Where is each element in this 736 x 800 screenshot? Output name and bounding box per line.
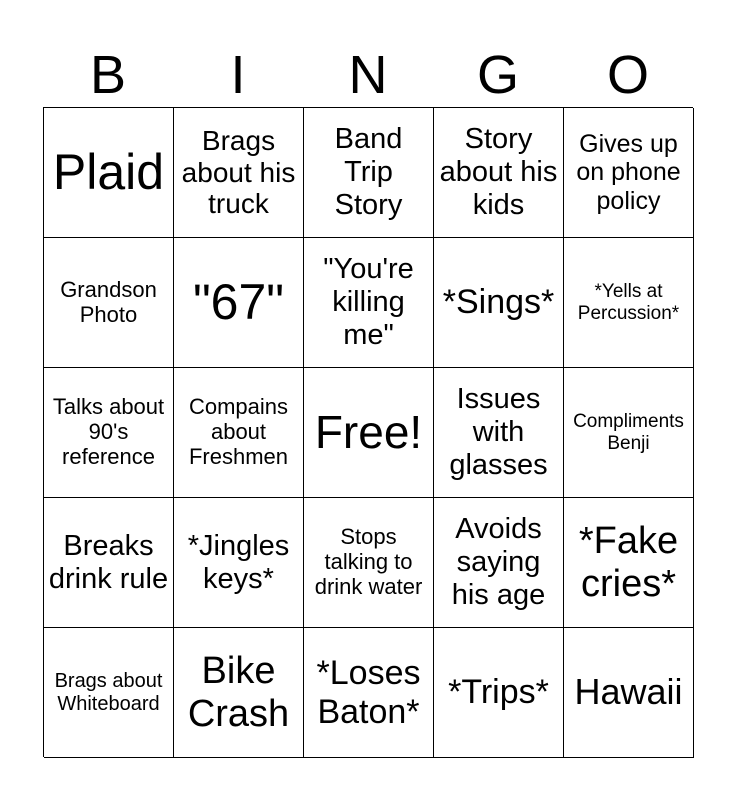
cell-text: Grandson Photo <box>60 276 157 327</box>
cell-text: Bike Crash <box>187 649 290 735</box>
cell-text: Band Trip Story <box>334 123 403 221</box>
cell-text: Talks about 90's reference <box>52 394 165 469</box>
cell-text: Gives up on phone policy <box>576 130 681 215</box>
bingo-cell[interactable] <box>44 238 174 368</box>
header-letter-o: O <box>606 45 649 105</box>
cell-text: Compliments Benji <box>573 411 684 454</box>
bingo-cell[interactable] <box>174 368 304 498</box>
bingo-cell[interactable] <box>304 498 434 628</box>
cell-text: Brags about Whiteboard <box>54 669 163 715</box>
cell-text: "67" <box>192 274 285 331</box>
bingo-cell[interactable] <box>304 628 434 758</box>
bingo-cell[interactable] <box>434 498 564 628</box>
bingo-cell[interactable] <box>174 238 304 368</box>
bingo-cell[interactable] <box>44 498 174 628</box>
cell-text: Plaid <box>52 144 165 201</box>
bingo-grid <box>43 107 693 757</box>
cell-text: Compains about Freshmen <box>188 394 289 469</box>
free-space[interactable] <box>304 368 434 498</box>
bingo-cell[interactable] <box>434 238 564 368</box>
cell-text: Hawaii <box>574 671 683 713</box>
bingo-cell[interactable] <box>564 628 694 758</box>
bingo-cell[interactable] <box>174 628 304 758</box>
cell-text: *Yells at Percussion* <box>577 281 680 324</box>
cell-text: Breaks drink rule <box>48 529 169 595</box>
cell-text: *Jingles keys* <box>187 529 290 595</box>
bingo-cell[interactable] <box>564 368 694 498</box>
bingo-cell[interactable] <box>434 368 564 498</box>
cell-text: Avoids saying his age <box>451 513 546 611</box>
cell-text: Stops talking to drink water <box>314 524 423 599</box>
bingo-cell[interactable] <box>434 628 564 758</box>
bingo-cell[interactable] <box>434 108 564 238</box>
cell-text: Story about his kids <box>439 123 558 221</box>
bingo-cell[interactable] <box>44 628 174 758</box>
cell-text: Free! <box>314 405 423 458</box>
bingo-cell[interactable] <box>304 108 434 238</box>
cell-text: *Sings* <box>442 283 555 322</box>
cell-text: Issues with glasses <box>449 383 548 481</box>
header-letter-i: I <box>230 45 246 105</box>
bingo-cell[interactable] <box>174 498 304 628</box>
header-letter-n: N <box>348 45 388 105</box>
bingo-cell[interactable] <box>44 368 174 498</box>
cell-text: *Trips* <box>448 673 549 712</box>
cell-text: "You're killing me" <box>323 253 414 351</box>
bingo-cell[interactable] <box>564 108 694 238</box>
bingo-cell[interactable] <box>174 108 304 238</box>
header-letter-b: B <box>89 45 127 105</box>
bingo-cell[interactable] <box>304 238 434 368</box>
bingo-header <box>43 44 693 106</box>
header-letter-g: G <box>476 45 519 105</box>
bingo-cell[interactable] <box>564 238 694 368</box>
cell-text: Brags about his truck <box>181 125 296 220</box>
bingo-cell[interactable] <box>44 108 174 238</box>
cell-text: *Fake cries* <box>578 519 679 605</box>
bingo-cell[interactable] <box>564 498 694 628</box>
cell-text: *Loses Baton* <box>316 654 421 731</box>
